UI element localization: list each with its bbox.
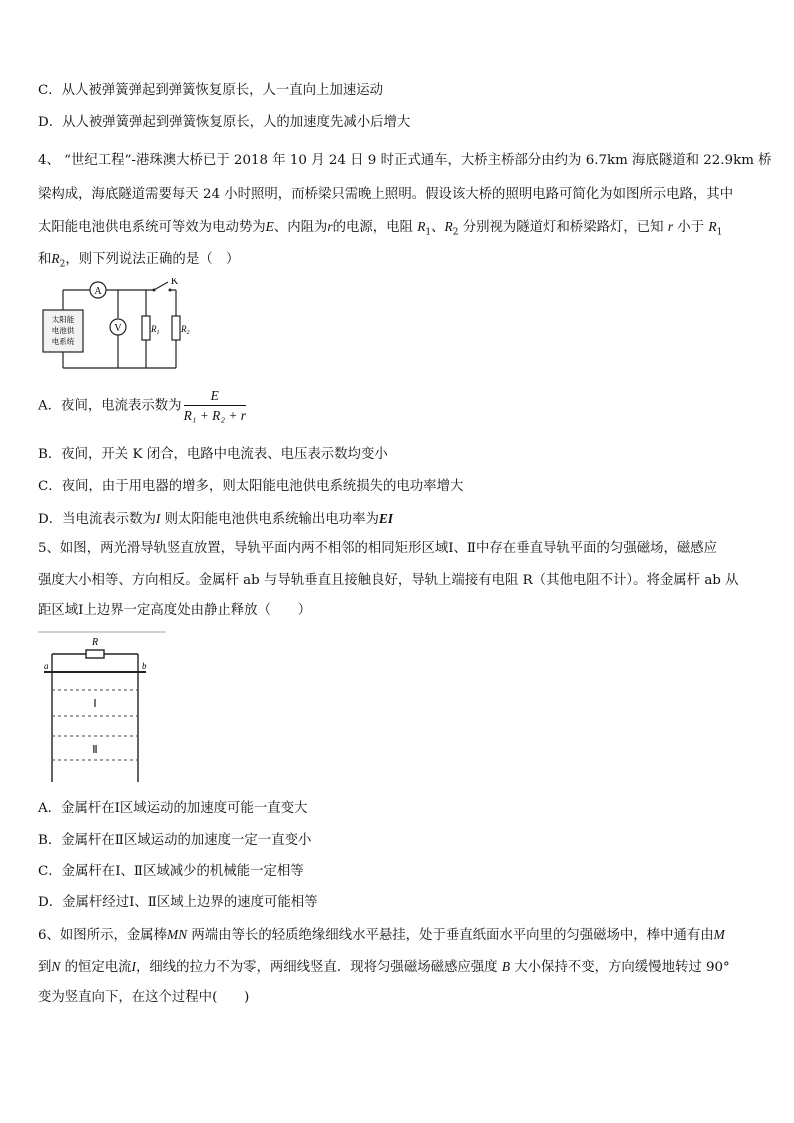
q4-stem-line2: 梁构成，海底隧道需要每天 24 小时照明，而桥梁只需晚上照明。假设该大桥的照明电路可简化为如图所示电路，其中: [38, 187, 734, 202]
q4-option-a-text: A．夜间，电流表示数为: [38, 398, 182, 414]
n-symbol: N: [51, 959, 61, 974]
q6-text: 的恒定电流: [64, 960, 132, 975]
q4-circuit-diagram: [38, 278, 198, 378]
point-a-label: a: [44, 661, 49, 671]
r1-subscript: 1: [425, 227, 432, 238]
voltmeter-label: V: [114, 323, 122, 334]
emf-symbol: E: [265, 219, 274, 234]
circuit-svg: [38, 278, 198, 378]
resistor-r1-icon: [142, 316, 150, 340]
q5-rail-diagram: [36, 628, 168, 786]
r1-symbol: R: [417, 219, 426, 234]
solar-box-line1: 太阳能: [51, 315, 75, 324]
current-symbol: I: [155, 511, 161, 526]
power-expression: EI: [378, 511, 394, 526]
m-symbol: M: [713, 927, 725, 942]
q5-stem-line1: 5、如图，两光滑导轨竖直放置，导轨平面内两不相邻的相同矩形区域Ⅰ、Ⅱ中存在垂直导轨平面的匀强磁场，磁感应: [38, 541, 718, 556]
q6-stem-line2: [38, 958, 758, 977]
internal-resistance-symbol: r: [327, 219, 333, 234]
q5-stem-line2: 强度大小相等、方向相反。金属杆 ab 与导轨垂直且接触良好，导轨上端接有电阻 R（其他电阻不计）。将金属杆 ab 从: [38, 573, 739, 588]
internal-resistance-symbol: r: [667, 219, 674, 234]
q6-text: ，细线的拉力不为零，两细线竖直．现将匀强磁场磁感应强度: [136, 960, 498, 975]
q4-text: 太阳能电池供电系统可等效为电动势为: [38, 220, 266, 235]
q4-option-a: [38, 388, 758, 424]
q4-stem-line4: [38, 250, 758, 274]
q4-option-c: C．夜间，由于用电器的增多，则太阳能电池供电系统损失的电功率增大: [38, 479, 464, 494]
q4-stem-line3: [38, 218, 758, 242]
solar-box-line3: 电系统: [51, 337, 75, 346]
q4-text: 的电源，电阻: [332, 220, 413, 235]
q5-option-b: B．金属杆在Ⅱ区域运动的加速度一定一直变小: [38, 833, 312, 848]
q6-text: 大小保持不变，方向缓慢地转过 90°: [514, 960, 730, 975]
q5-option-d: D．金属杆经过Ⅰ、Ⅱ区域上边界的速度可能相等: [38, 895, 318, 910]
q4-option-b: B．夜间，开关 K 闭合，电路中电流表、电压表示数均变小: [38, 447, 388, 462]
rail-svg: [36, 628, 168, 786]
rod-symbol: MN: [167, 927, 188, 942]
q6-stem-line1: [38, 926, 758, 945]
q4-stem-line1: 4、 “世纪工程”-港珠澳大桥已于 2018 年 10 月 24 日 9 时正式通车，大桥主桥部分由约为 6.7km 海底隧道和 22.9km 桥: [38, 153, 772, 168]
q5-option-c: C．金属杆在Ⅰ、Ⅱ区域减少的机械能一定相等: [38, 864, 304, 879]
q4-text: 和: [38, 252, 52, 267]
solar-box-line2: 电池供: [51, 326, 75, 335]
fraction-numerator: E: [184, 388, 246, 406]
q6-stem-line3: 变为竖直向下，在这个过程中( ): [38, 990, 250, 1005]
q4-text: 分别视为隧道灯和桥梁路灯，已知: [462, 220, 664, 235]
current-symbol: I: [131, 959, 137, 974]
ammeter-label: A: [94, 286, 102, 297]
q4-option-d: [38, 510, 758, 529]
q6-text: 6、如图所示，金属棒: [38, 928, 168, 943]
r1-subscript: 1: [716, 227, 723, 238]
r2-subscript: 2: [452, 227, 459, 238]
q5-option-a: A．金属杆在Ⅰ区域运动的加速度可能一直变大: [38, 801, 308, 816]
r2-symbol: R: [444, 219, 453, 234]
q5-stem-line3: 距区域Ⅰ上边界一定高度处由静止释放（ ）: [38, 603, 312, 618]
q3-option-d: D．从人被弹簧弹起到弹簧恢复原长，人的加速度先减小后增大: [38, 115, 411, 130]
r1-symbol: R: [708, 219, 717, 234]
fraction: [184, 388, 246, 424]
q4-text: 小于: [677, 220, 705, 235]
resistor-label: R: [91, 637, 99, 648]
q4-option-d-text2: 则太阳能电池供电系统输出电功率为: [164, 512, 379, 527]
q4-option-d-text: D．当电流表示数为: [38, 512, 156, 527]
q6-text: 两端由等长的轻质绝缘细线水平悬挂，处于垂直纸面水平向里的匀强磁场中，棒中通有由: [191, 928, 714, 943]
region-1-label: Ⅰ: [93, 698, 97, 710]
q4-text: 、内阻为: [273, 220, 328, 235]
r1-label: $R_1$: [151, 324, 160, 336]
q3-option-c: C．从人被弹簧弹起到弹簧恢复原长，人一直向上加速运动: [38, 83, 384, 98]
fraction-denominator: R₁ + R₂ + r: [183, 408, 246, 423]
r2-label: $R_2$: [181, 324, 190, 336]
switch-icon: [154, 282, 168, 290]
r2-symbol: R: [51, 251, 60, 266]
switch-label: K: [171, 278, 179, 287]
point-b-label: b: [142, 661, 147, 671]
q4-text: ，则下列说法正确的是（ ）: [65, 252, 240, 267]
resistor-r2-icon: [172, 316, 180, 340]
resistor-icon: [86, 650, 104, 658]
q6-text: 到: [38, 960, 52, 975]
q4-text: 、: [431, 220, 445, 235]
r2-subscript: 2: [59, 259, 66, 270]
region-2-label: Ⅱ: [92, 744, 98, 756]
field-symbol: B: [501, 959, 511, 974]
